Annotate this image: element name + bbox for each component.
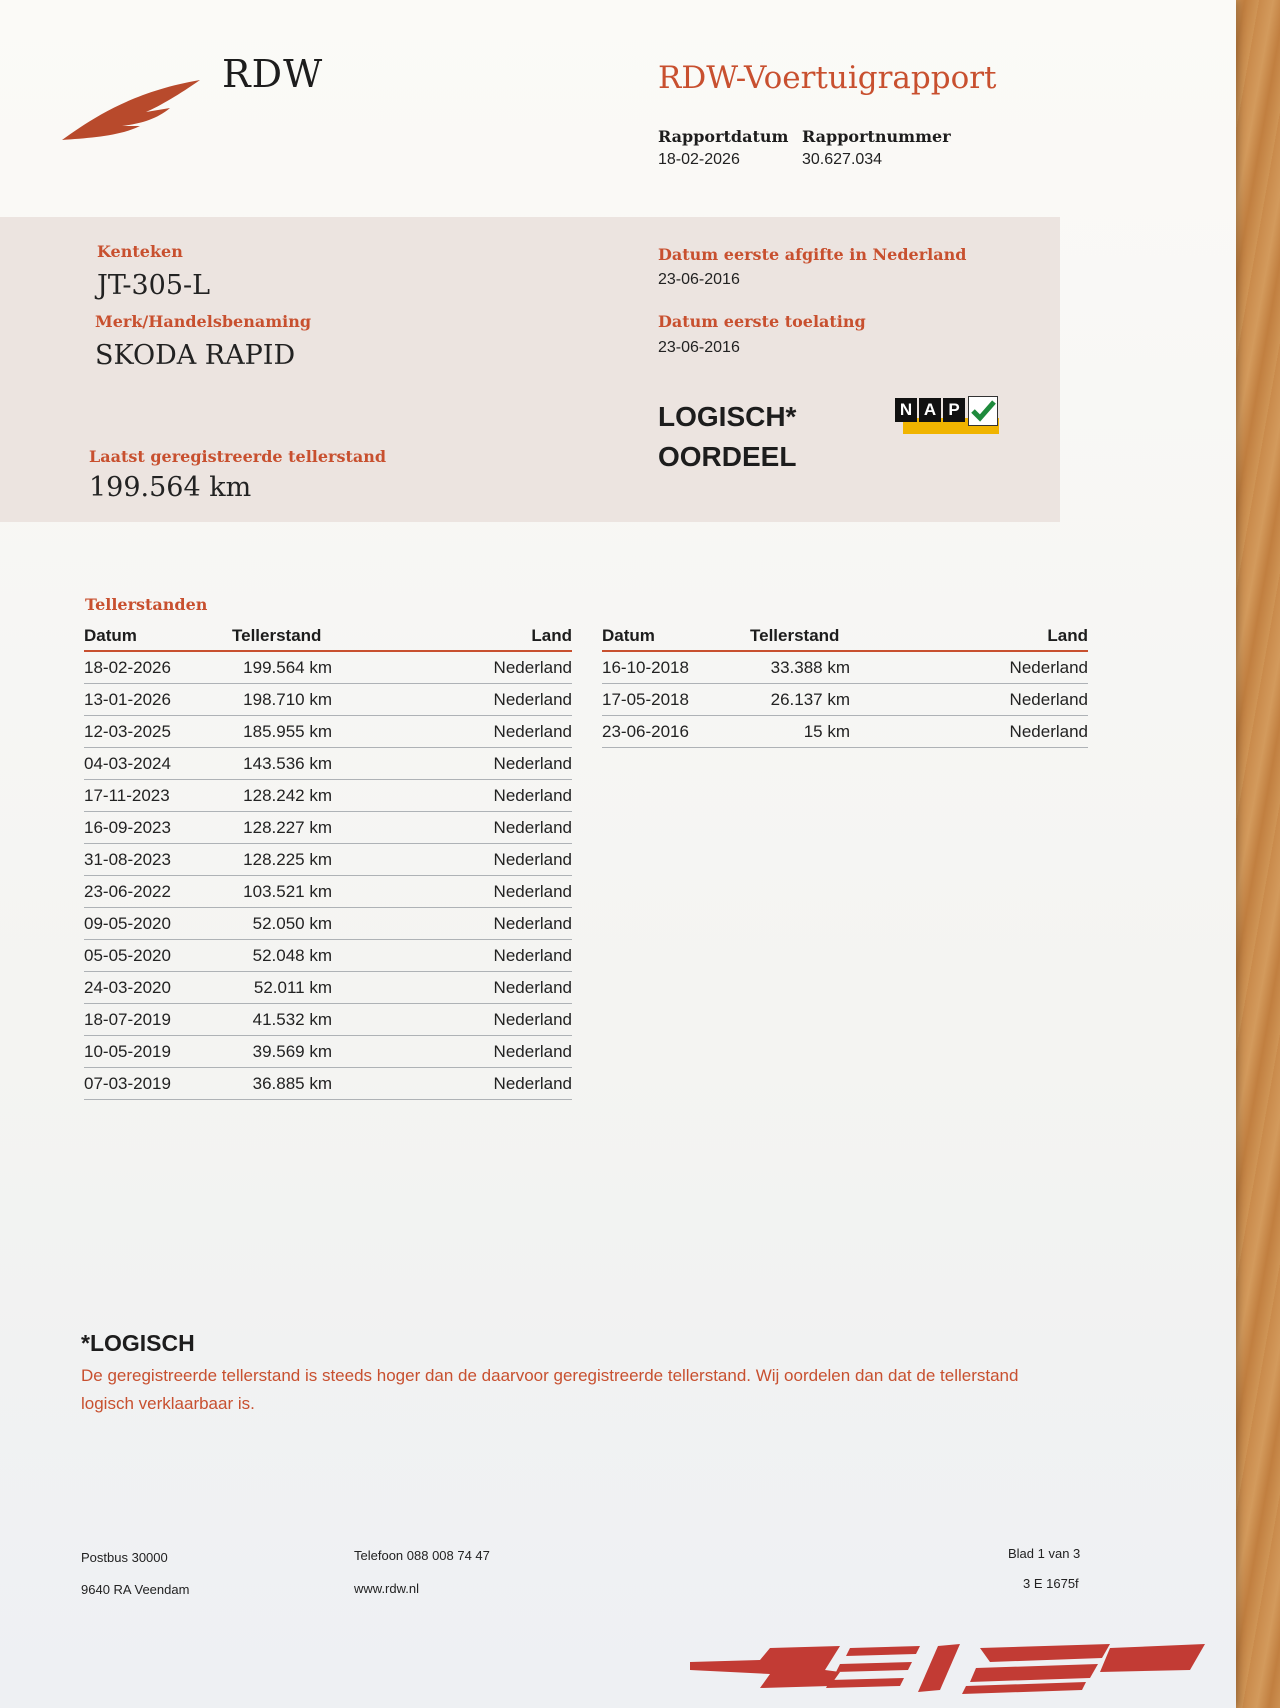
afgifte-label: Datum eerste afgifte in Nederland	[658, 245, 967, 264]
oordeel-line1: LOGISCH*	[658, 401, 797, 432]
tellerstand-cell: 52.011 km	[232, 972, 332, 1004]
table-row	[84, 651, 572, 684]
datum-cell: 04-03-2024	[84, 748, 232, 780]
tellerstand-cell: 52.048 km	[232, 940, 332, 972]
rapportnummer-value: 30.627.034	[802, 151, 883, 168]
datum-cell: 17-11-2023	[84, 780, 232, 812]
tellerstanden-table-right	[602, 624, 1088, 748]
datum-cell: 13-01-2026	[84, 684, 232, 716]
tellerstand-cell: 143.536 km	[232, 748, 332, 780]
datum-cell: 16-10-2018	[602, 651, 750, 684]
table-header-row	[602, 624, 1088, 651]
toelating-label: Datum eerste toelating	[658, 312, 866, 331]
datum-cell: 23-06-2016	[602, 716, 750, 748]
datum-cell: 05-05-2020	[84, 940, 232, 972]
tellerstand-cell: 128.242 km	[232, 780, 332, 812]
datum-cell: 16-09-2023	[84, 812, 232, 844]
explanation-title: *LOGISCH	[81, 1330, 195, 1356]
rapportnummer-label: Rapportnummer	[802, 127, 951, 146]
table-header-row	[84, 624, 572, 651]
table-row	[602, 716, 1088, 748]
land-cell: Nederland	[332, 844, 572, 876]
tellerstanden-table-left	[84, 624, 572, 1100]
report-title: RDW-Voertuigrapport	[658, 60, 997, 96]
footer-phone: Telefoon 088 008 74 47	[354, 1548, 490, 1563]
land-cell: Nederland	[332, 684, 572, 716]
tellerstand-label: Laatst geregistreerde tellerstand	[89, 447, 387, 466]
datum-cell: 17-05-2018	[602, 684, 750, 716]
nap-letter-p: P	[943, 398, 965, 422]
land-cell: Nederland	[332, 1004, 572, 1036]
table-row	[84, 684, 572, 716]
tellerstand-cell: 199.564 km	[232, 651, 332, 684]
tellerstand-cell: 41.532 km	[232, 1004, 332, 1036]
datum-cell: 24-03-2020	[84, 972, 232, 1004]
tellerstand-cell: 128.225 km	[232, 844, 332, 876]
footer-address-2: 9640 RA Veendam	[81, 1582, 190, 1597]
kenteken-value: JT-305-L	[97, 270, 211, 301]
land-cell: Nederland	[332, 972, 572, 1004]
footer-web: www.rdw.nl	[354, 1581, 420, 1596]
table-row	[84, 844, 572, 876]
nap-badge	[895, 396, 1001, 436]
land-cell: Nederland	[332, 908, 572, 940]
col-tellerstand: Tellerstand	[750, 624, 850, 651]
table-row	[84, 812, 572, 844]
land-cell: Nederland	[850, 716, 1088, 748]
land-cell: Nederland	[332, 940, 572, 972]
tellerstand-cell: 39.569 km	[232, 1036, 332, 1068]
oordeel-heading	[658, 397, 796, 477]
table-row	[84, 716, 572, 748]
land-cell: Nederland	[332, 716, 572, 748]
datum-cell: 12-03-2025	[84, 716, 232, 748]
table-row	[84, 1004, 572, 1036]
merk-value: SKODA RAPID	[95, 340, 296, 371]
col-datum: Datum	[84, 624, 232, 651]
tellerstand-cell: 26.137 km	[750, 684, 850, 716]
land-cell: Nederland	[332, 748, 572, 780]
nap-letter-a: A	[919, 398, 941, 422]
afgifte-value: 23-06-2016	[658, 271, 740, 288]
land-cell: Nederland	[332, 1036, 572, 1068]
land-cell: Nederland	[850, 651, 1088, 684]
kenteken-label: Kenteken	[97, 242, 183, 261]
rapportdatum-label: Rapportdatum	[658, 127, 789, 146]
land-cell: Nederland	[332, 876, 572, 908]
datum-cell: 23-06-2022	[84, 876, 232, 908]
col-land: Land	[332, 624, 572, 651]
datum-cell: 09-05-2020	[84, 908, 232, 940]
brand-name: RDW	[222, 52, 324, 96]
col-land: Land	[850, 624, 1088, 651]
tellerstand-cell: 33.388 km	[750, 651, 850, 684]
land-cell: Nederland	[850, 684, 1088, 716]
tellerstand-cell: 185.955 km	[232, 716, 332, 748]
nap-letter-n: N	[895, 398, 917, 422]
merk-label: Merk/Handelsbenaming	[95, 312, 312, 331]
toelating-value: 23-06-2016	[658, 339, 740, 356]
table-row	[602, 651, 1088, 684]
rdw-feather-logo-icon	[60, 72, 205, 147]
datum-cell: 10-05-2019	[84, 1036, 232, 1068]
table-row	[84, 876, 572, 908]
datum-cell: 31-08-2023	[84, 844, 232, 876]
tellerstand-cell: 52.050 km	[232, 908, 332, 940]
explanation-text: De geregistreerde tellerstand is steeds hoger dan de daarvoor geregistreerde tellerstand. Wij oordelen dan dat de tellerstand logisch verklaarbaar is.	[81, 1366, 1019, 1413]
land-cell: Nederland	[332, 651, 572, 684]
tellerstand-cell: 36.885 km	[232, 1068, 332, 1100]
table-row	[84, 908, 572, 940]
table-row	[84, 780, 572, 812]
table-row	[84, 972, 572, 1004]
table-row	[84, 1068, 572, 1100]
col-tellerstand: Tellerstand	[232, 624, 332, 651]
footer-address-1: Postbus 30000	[81, 1550, 168, 1565]
tellerstand-cell: 103.521 km	[232, 876, 332, 908]
datum-cell: 07-03-2019	[84, 1068, 232, 1100]
footer-code: 3 E 1675f	[1023, 1576, 1079, 1591]
land-cell: Nederland	[332, 780, 572, 812]
table-row	[84, 1036, 572, 1068]
footer-page-number: Blad 1 van 3	[1008, 1546, 1081, 1561]
land-cell: Nederland	[332, 1068, 572, 1100]
tellerstand-cell: 198.710 km	[232, 684, 332, 716]
tellerstand-cell: 128.227 km	[232, 812, 332, 844]
rapportdatum-value: 18-02-2026	[658, 151, 740, 168]
land-cell: Nederland	[332, 812, 572, 844]
tellerstanden-title: Tellerstanden	[85, 595, 208, 614]
tellerstand-value: 199.564 km	[89, 472, 252, 503]
datum-cell: 18-07-2019	[84, 1004, 232, 1036]
table-row	[84, 940, 572, 972]
checkmark-icon	[968, 396, 998, 426]
table-row	[602, 684, 1088, 716]
col-datum: Datum	[602, 624, 750, 651]
table-row	[84, 748, 572, 780]
tellerstand-cell: 15 km	[750, 716, 850, 748]
rdw-stripes-logo-icon	[690, 1640, 1210, 1695]
oordeel-line2: OORDEEL	[658, 441, 797, 472]
datum-cell: 18-02-2026	[84, 651, 232, 684]
